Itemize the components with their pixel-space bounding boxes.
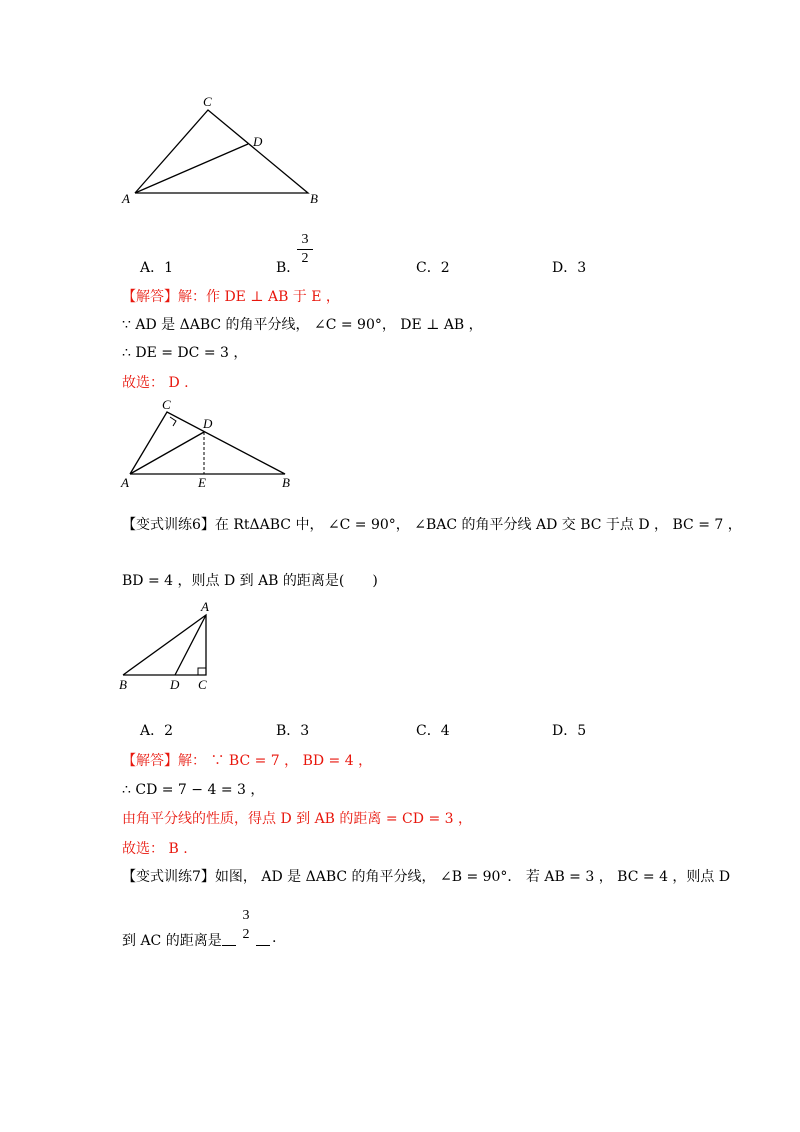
fraction-denominator: 2 <box>301 251 309 266</box>
question-7-line2 <box>122 930 222 950</box>
bisector-ad <box>175 615 206 675</box>
question-6-line1: 【变式训练6】在 RtΔABC 中， ∠C = 90°， ∠BAC 的角平分线 AD 交 BC 于点 D ， BC = 7 ， <box>122 517 742 533</box>
label-c: C <box>162 398 171 412</box>
question-7-suffix: . <box>272 930 277 946</box>
solution-6-line1: 【解答】解： ∵ BC = 7 ， BD = 4 ， <box>122 753 373 769</box>
option-d: D．3 <box>552 260 587 276</box>
bisector-ad <box>135 144 248 193</box>
q6-option-a: A．2 <box>140 723 174 739</box>
triangle-outline <box>123 615 206 675</box>
answer-blank <box>222 908 272 948</box>
solution-prev-line4: 故选： D . <box>122 375 189 391</box>
answer-numerator: 3 <box>242 908 250 923</box>
label-a: A <box>122 191 130 206</box>
option-b-fraction <box>297 232 313 267</box>
question-7-line1: 【变式训练7】如图， AD 是 ΔABC 的角平分线， ∠B = 90°． 若 AB = 3 ， BC = 4 ，则点 D <box>122 869 731 885</box>
solution-prev-line2: ∵ AD 是 ΔABC 的角平分线， ∠C = 90°， DE ⊥ AB ， <box>122 317 483 333</box>
triangle-outline <box>135 110 308 193</box>
label-d: D <box>253 134 263 149</box>
label-b: B <box>119 677 127 692</box>
right-angle-mark <box>198 668 206 675</box>
label-c: C <box>203 94 212 109</box>
q6-option-b: B．3 <box>276 723 310 739</box>
answer-denominator: 2 <box>242 927 250 942</box>
right-angle-mark <box>170 417 176 426</box>
figure-triangle-abc-2 <box>115 398 305 493</box>
figure-triangle-abc-1 <box>110 90 340 215</box>
label-d: D <box>203 416 213 431</box>
label-a: A <box>121 475 129 490</box>
blank-underline-right <box>256 945 270 946</box>
question-6-line2: BD = 4 ，则点 D 到 AB 的距离是( ) <box>122 573 378 589</box>
solution-6-line4: 故选： B . <box>122 841 188 857</box>
label-b: B <box>310 191 318 206</box>
label-a: A <box>201 600 209 614</box>
blank-underline-left <box>222 945 236 946</box>
option-a: A．1 <box>140 260 174 276</box>
solution-6-line3: 由角平分线的性质，得点 D 到 AB 的距离 = CD = 3 ， <box>122 811 472 827</box>
option-b: B． <box>276 260 301 276</box>
q6-option-c: C．4 <box>416 723 450 739</box>
fraction-numerator: 3 <box>301 232 309 247</box>
label-d: D <box>170 677 180 692</box>
solution-prev-line1: 【解答】解：作 DE ⊥ AB 于 E ， <box>122 289 340 305</box>
q6-option-d: D．5 <box>552 723 587 739</box>
solution-prev-line3: ∴ DE = DC = 3 ， <box>122 345 248 361</box>
label-b: B <box>282 475 290 490</box>
answer-fraction <box>239 908 253 943</box>
label-e: E <box>198 475 206 490</box>
question-7-prefix: 到 AC 的距离是 <box>122 933 222 949</box>
bisector-ad <box>130 432 204 474</box>
solution-6-line2: ∴ CD = 7 − 4 = 3 ， <box>122 782 265 798</box>
option-c: C．2 <box>416 260 450 276</box>
label-c: C <box>198 677 207 692</box>
figure-right-triangle-3 <box>115 600 220 695</box>
